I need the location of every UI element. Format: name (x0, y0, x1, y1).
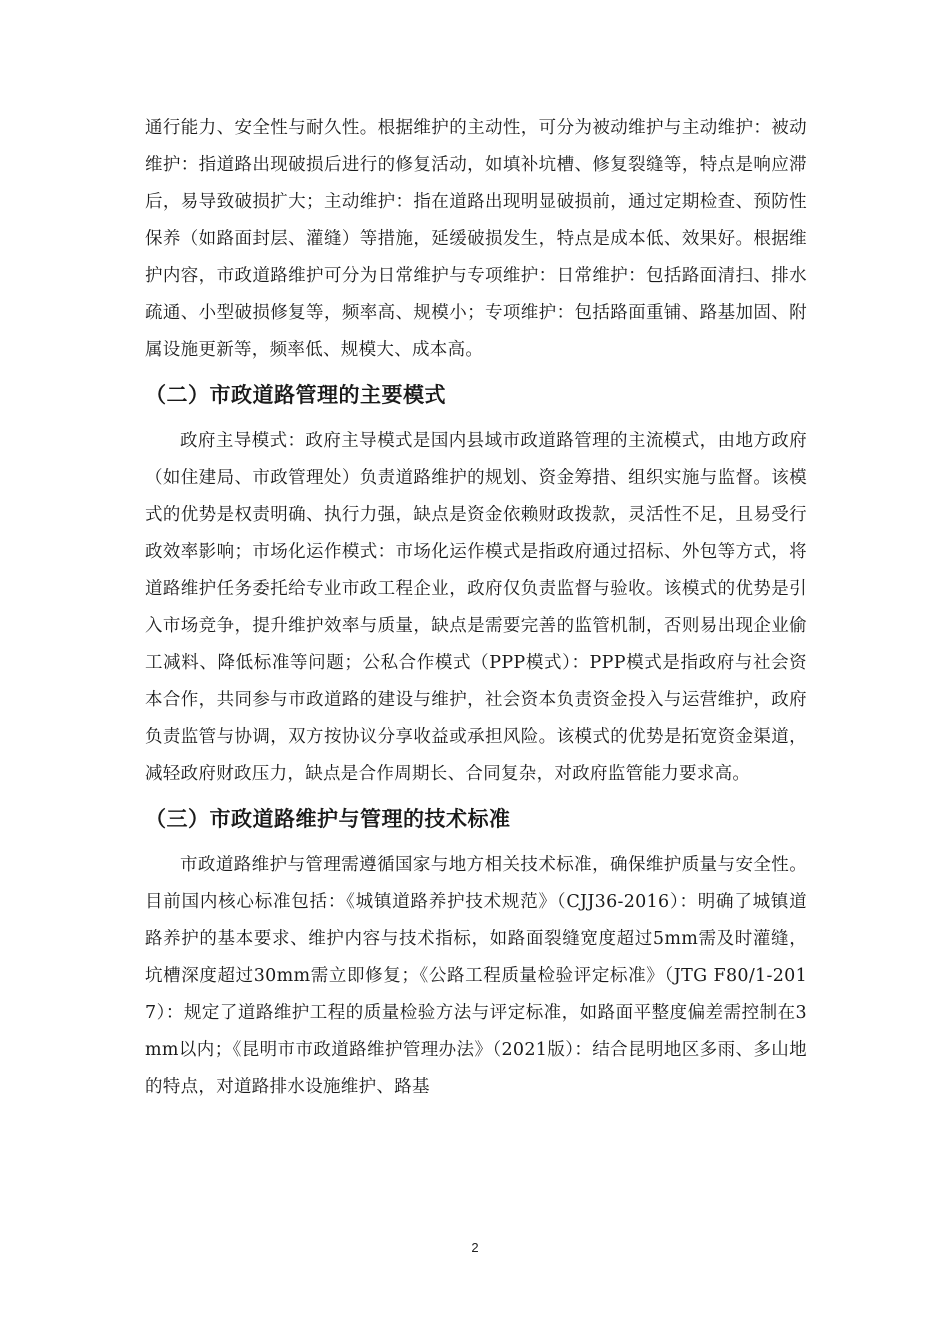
section-heading-management-modes: （二）市政道路管理的主要模式 (145, 383, 446, 407)
paragraph-maintenance-types: 通行能力、安全性与耐久性。根据维护的主动性，可分为被动维护与主动维护：被动维护：指道路出现破损后进行的修复活动，如填补坑槽、修复裂缝等，特点是响应滞后，易导致破损扩大；主动维护：指在道路出现明显破损前，通过定期检查、预防性保养（如路面封层、灌缝）等措施，延缓破损发生，特点是成本低、效果好。根据维护内容，市政道路维护可分为日常维护与专项维护：日常维护：包括路面清扫、排水疏通、小型破损修复等，频率高、规模小；专项维护：包括路面重铺、路基加固、附属设施更新等，频率低、规模大、成本高。 (145, 118, 807, 360)
section-heading-technical-standards: （三）市政道路维护与管理的技术标准 (145, 807, 511, 831)
paragraph-management-modes: 政府主导模式：政府主导模式是国内县域市政道路管理的主流模式，由地方政府（如住建局、市政管理处）负责道路维护的规划、资金筹措、组织实施与监督。该模式的优势是权责明确、执行力强，缺点是资金依赖财政拨款，灵活性不足，且易受行政效率影响；市场化运作模式：市场化运作模式是指政府通过招标、外包等方式，将道路维护任务委托给专业市政工程企业，政府仅负责监督与验收。该模式的优势是引入市场竞争，提升维护效率与质量，缺点是需要完善的监管机制，否则易出现企业偷工减料、降低标准等问题；公私合作模式（PPP模式）：PPP模式是指政府与社会资本合作，共同参与市政道路的建设与维护，社会资本负责资金投入与运营维护，政府负责监管与协调，双方按协议分享收益或承担风险。该模式的优势是拓宽资金渠道，减轻政府财政压力，缺点是合作周期长、合同复杂，对政府监管能力要求高。 (145, 431, 807, 784)
paragraph-technical-standards: 市政道路维护与管理需遵循国家与地方相关技术标准，确保维护质量与安全性。目前国内核心标准包括：《城镇道路养护技术规范》（CJJ36-2016）：明确了城镇道路养护的基本要求、维护内容与技术指标，如路面裂缝宽度超过5mm需及时灌缝，坑槽深度超过30mm需立即修复；《公路工程质量检验评定标准》（JTG F80/1-2017）：规定了道路维护工程的质量检验方法与评定标准，如路面平整度偏差需控制在3mm以内；《昆明市市政道路维护管理办法》（2021版）：结合昆明地区多雨、多山地的特点，对道路排水设施维护、路基 (145, 855, 807, 1097)
page-content (145, 110, 807, 1106)
page-number: 2 (471, 1240, 479, 1255)
